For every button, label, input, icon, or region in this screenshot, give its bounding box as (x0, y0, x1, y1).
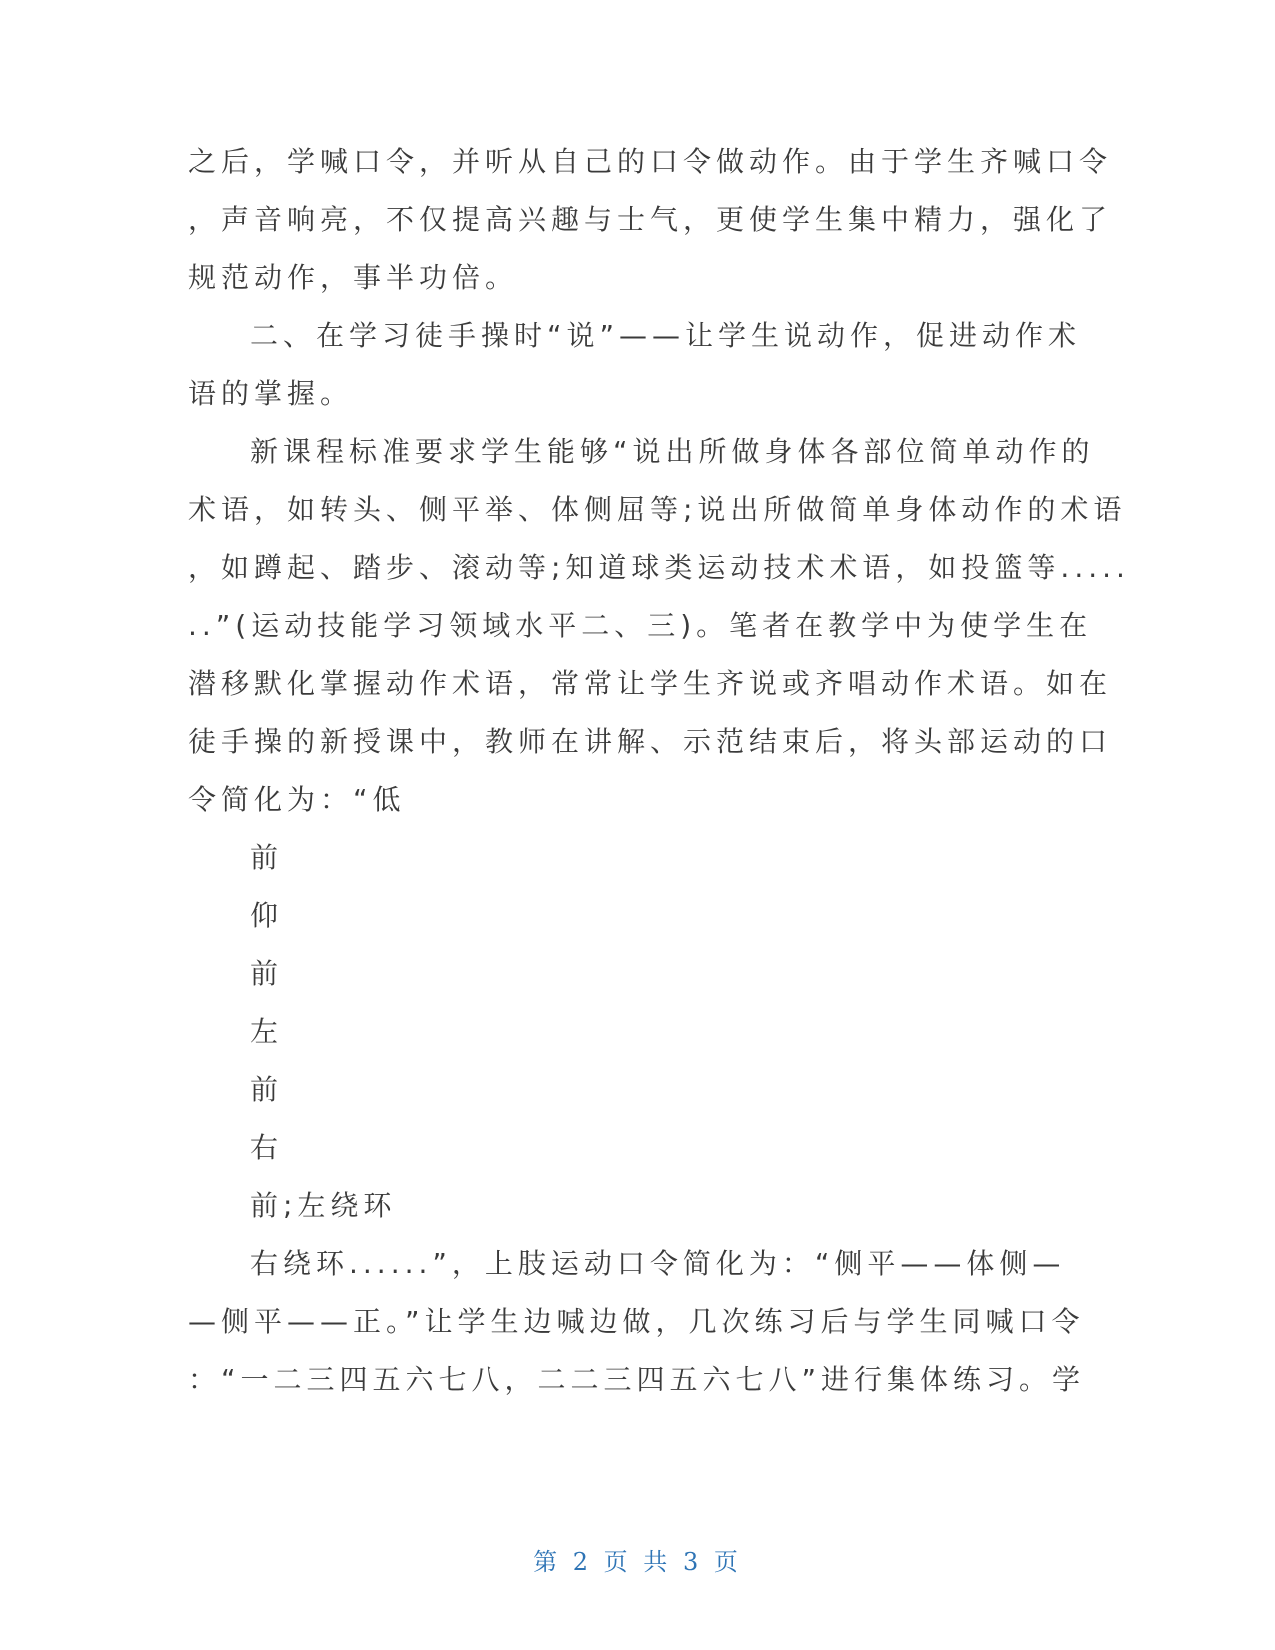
text-line: 语的掌握。 (188, 377, 354, 410)
text-line: 徒手操的新授课中，教师在讲解、示范结束后，将头部运动的口 (188, 725, 1113, 758)
text-line: 新课程标准要求学生能够“说出所做身体各部位简单动作的 (250, 435, 1095, 468)
command-line: 仰 (250, 899, 284, 932)
text-line: —侧平——正。”让学生边喊边做，几次练习后与学生同喊口令 (188, 1305, 1085, 1338)
text-line: ，如蹲起、踏步、滚动等;知道球类运动技术术语，如投篮等..... (188, 551, 1130, 584)
text-line: 术语，如转头、侧平举、体侧屈等;说出所做简单身体动作的术语 (188, 493, 1127, 526)
command-line: 右 (250, 1131, 284, 1164)
text-line: 潜移默化掌握动作术语，常常让学生齐说或齐唱动作术语。如在 (188, 667, 1113, 700)
section-heading-line: 二、在学习徒手操时“说”——让学生说动作，促进动作术 (250, 319, 1082, 352)
command-line: 前;左绕环 (250, 1189, 397, 1222)
command-line: 前 (250, 1073, 284, 1106)
text-line: ，声音响亮，不仅提高兴趣与士气，更使学生集中精力，强化了 (188, 203, 1113, 236)
text-line: 规范动作，事半功倍。 (188, 261, 519, 294)
text-line: ：“一二三四五六七八，二二三四五六七八”进行集体练习。学 (188, 1363, 1086, 1396)
page-number-footer: 第 2 页 共 3 页 (533, 1548, 742, 1576)
text-line: 右绕环......”，上肢运动口令简化为：“侧平——体侧— (250, 1247, 1066, 1280)
text-line: 令简化为：“低 (188, 783, 406, 816)
command-line: 前 (250, 957, 284, 990)
text-line: ..”(运动技能学习领域水平二、三)。笔者在教学中为使学生在 (188, 609, 1093, 642)
command-line: 左 (250, 1015, 284, 1048)
text-line: 之后，学喊口令，并听从自己的口令做动作。由于学生齐喊口令 (188, 145, 1113, 178)
command-line: 前 (250, 841, 284, 874)
